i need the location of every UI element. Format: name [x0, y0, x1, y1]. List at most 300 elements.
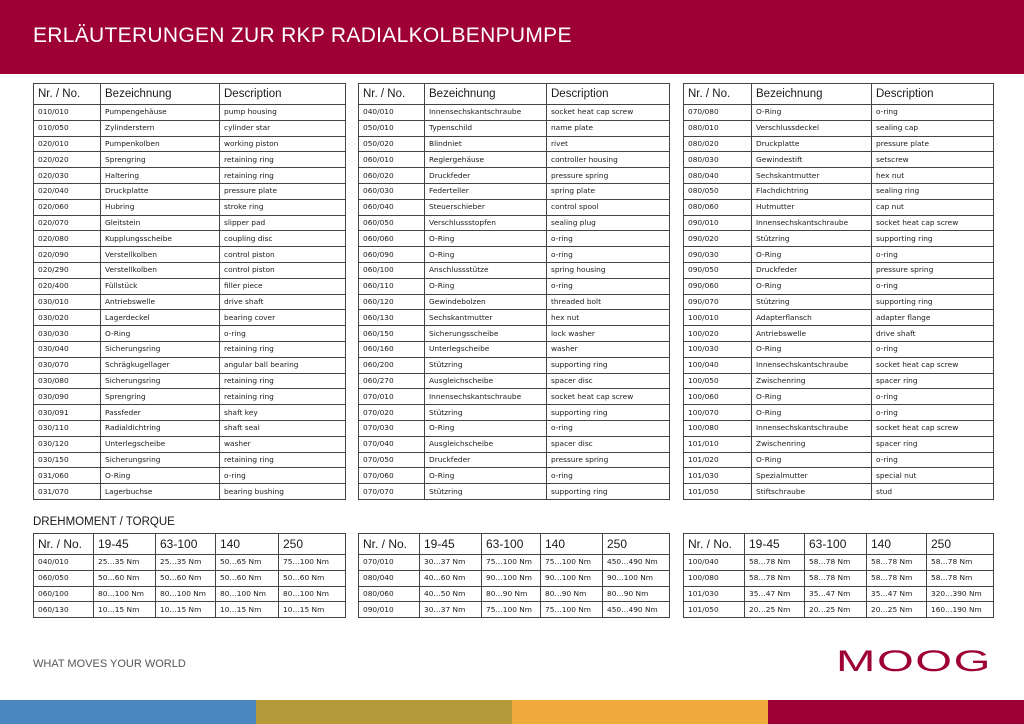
column-header: 140: [216, 534, 279, 555]
table-cell: O-Ring: [752, 405, 872, 421]
table-cell: supporting ring: [872, 294, 994, 310]
table-cell: 101/030: [684, 586, 745, 602]
table-cell: 070/040: [359, 436, 425, 452]
table-cell: 070/070: [359, 484, 425, 500]
table-cell: 40…60 Nm: [420, 570, 482, 586]
table-row: [359, 341, 670, 357]
table-cell: 101/050: [684, 602, 745, 618]
table-cell: 080/020: [684, 136, 752, 152]
table-cell: pressure spring: [872, 262, 994, 278]
table-header-row: [34, 84, 346, 105]
table-row: [34, 168, 346, 184]
table-cell: name plate: [547, 120, 670, 136]
color-bar-segment: [768, 700, 1024, 724]
table-row: [34, 341, 346, 357]
table-row: [684, 215, 994, 231]
table-cell: 020/060: [34, 199, 101, 215]
table-cell: Passfeder: [101, 405, 220, 421]
table-cell: 080/060: [359, 586, 420, 602]
moog-logo: [836, 645, 994, 675]
table-cell: sealing plug: [547, 215, 670, 231]
table-row: [684, 420, 994, 436]
table-cell: 030/150: [34, 452, 101, 468]
table-cell: 450…490 Nm: [603, 555, 670, 571]
table-cell: 75…100 Nm: [541, 602, 603, 618]
table-cell: working piston: [220, 136, 346, 152]
table-cell: pressure plate: [872, 136, 994, 152]
table-row: [34, 373, 346, 389]
table-cell: 58…78 Nm: [745, 570, 805, 586]
table-cell: 20…25 Nm: [805, 602, 867, 618]
table-cell: supporting ring: [547, 405, 670, 421]
table-cell: Antriebswelle: [101, 294, 220, 310]
column-header: 250: [279, 534, 346, 555]
table-cell: Verschlussstopfen: [425, 215, 547, 231]
table-cell: Blindniet: [425, 136, 547, 152]
table-cell: 58…78 Nm: [805, 555, 867, 571]
table-row: [34, 262, 346, 278]
table-row: [684, 389, 994, 405]
table-cell: Pumpengehäuse: [101, 105, 220, 121]
table-cell: Lagerbuchse: [101, 484, 220, 500]
column-header: Nr. / No.: [684, 534, 745, 555]
column-header: 63-100: [156, 534, 216, 555]
table-cell: O-Ring: [425, 247, 547, 263]
table-cell: control piston: [220, 247, 346, 263]
table-row: [359, 278, 670, 294]
table-cell: sealing cap: [872, 120, 994, 136]
table-cell: pump housing: [220, 105, 346, 121]
table-cell: 100/070: [684, 405, 752, 421]
table-cell: 030/070: [34, 357, 101, 373]
table-cell: 35…47 Nm: [805, 586, 867, 602]
table-cell: angular ball bearing: [220, 357, 346, 373]
column-header: Description: [872, 84, 994, 105]
table-cell: 060/050: [359, 215, 425, 231]
table-row: [359, 602, 670, 618]
table-cell: Reglergehäuse: [425, 152, 547, 168]
table-row: [34, 183, 346, 199]
torque-table-2: [358, 533, 670, 618]
table-cell: Innensechskantschraube: [425, 105, 547, 121]
table-cell: supporting ring: [547, 357, 670, 373]
table-cell: spacer ring: [872, 436, 994, 452]
table-cell: 58…78 Nm: [927, 555, 994, 571]
table-cell: 070/010: [359, 555, 420, 571]
table-cell: cylinder star: [220, 120, 346, 136]
table-cell: Unterlegscheibe: [425, 341, 547, 357]
moog-logo-text: MOOG: [836, 645, 992, 675]
table-cell: O-Ring: [101, 326, 220, 342]
table-cell: socket heat cap screw: [547, 105, 670, 121]
table-cell: 030/040: [34, 341, 101, 357]
table-cell: O-Ring: [752, 341, 872, 357]
table-cell: 070/060: [359, 468, 425, 484]
table-header-row: [34, 534, 346, 555]
table-row: [359, 586, 670, 602]
table-cell: 50…60 Nm: [94, 570, 156, 586]
table-cell: 58…78 Nm: [745, 555, 805, 571]
table-cell: Sicherungsring: [101, 341, 220, 357]
table-cell: Füllstück: [101, 278, 220, 294]
table-cell: 75…100 Nm: [541, 555, 603, 571]
table-cell: o-ring: [872, 105, 994, 121]
table-cell: 100/040: [684, 357, 752, 373]
table-cell: Steuerschieber: [425, 199, 547, 215]
table-cell: 090/070: [684, 294, 752, 310]
table-cell: hex nut: [547, 310, 670, 326]
table-cell: 100/030: [684, 341, 752, 357]
table-row: [34, 484, 346, 500]
table-row: [34, 136, 346, 152]
table-cell: O-Ring: [752, 452, 872, 468]
table-cell: 020/040: [34, 183, 101, 199]
table-cell: pressure spring: [547, 452, 670, 468]
table-cell: O-Ring: [752, 105, 872, 121]
table-row: [34, 294, 346, 310]
table-cell: 031/070: [34, 484, 101, 500]
table-cell: 320…390 Nm: [927, 586, 994, 602]
table-cell: 060/010: [359, 152, 425, 168]
table-row: [359, 199, 670, 215]
color-bar-segment: [512, 700, 768, 724]
table-row: [359, 420, 670, 436]
table-row: [359, 389, 670, 405]
table-cell: 090/050: [684, 262, 752, 278]
table-cell: socket heat cap screw: [872, 420, 994, 436]
table-row: [359, 436, 670, 452]
table-cell: Typenschild: [425, 120, 547, 136]
table-cell: Sechskantmutter: [752, 168, 872, 184]
table-cell: 080/010: [684, 120, 752, 136]
table-cell: Schrägkugellager: [101, 357, 220, 373]
table-cell: 060/090: [359, 247, 425, 263]
table-row: [34, 389, 346, 405]
table-row: [359, 231, 670, 247]
table-cell: O-Ring: [101, 468, 220, 484]
table-cell: Druckfeder: [752, 262, 872, 278]
table-cell: 25…35 Nm: [94, 555, 156, 571]
table-cell: 020/020: [34, 152, 101, 168]
table-cell: control spool: [547, 199, 670, 215]
table-cell: Ausgleichscheibe: [425, 373, 547, 389]
table-cell: 101/010: [684, 436, 752, 452]
table-cell: 58…78 Nm: [805, 570, 867, 586]
table-cell: 10…15 Nm: [156, 602, 216, 618]
table-row: [359, 484, 670, 500]
table-cell: 070/050: [359, 452, 425, 468]
table-cell: 020/080: [34, 231, 101, 247]
table-cell: 020/070: [34, 215, 101, 231]
table-cell: adapter flange: [872, 310, 994, 326]
table-cell: 020/290: [34, 262, 101, 278]
table-cell: retaining ring: [220, 452, 346, 468]
column-header: Description: [220, 84, 346, 105]
table-cell: 020/400: [34, 278, 101, 294]
table-row: [684, 183, 994, 199]
parts-table-3: [683, 83, 994, 500]
table-cell: 030/080: [34, 373, 101, 389]
column-header: 250: [603, 534, 670, 555]
table-cell: 50…65 Nm: [216, 555, 279, 571]
table-cell: o-ring: [872, 405, 994, 421]
table-cell: Spezialmutter: [752, 468, 872, 484]
table-cell: o-ring: [547, 468, 670, 484]
table-cell: spring plate: [547, 183, 670, 199]
table-cell: 101/030: [684, 468, 752, 484]
table-cell: 20…25 Nm: [867, 602, 927, 618]
table-cell: O-Ring: [425, 278, 547, 294]
table-cell: 020/030: [34, 168, 101, 184]
table-cell: Haltering: [101, 168, 220, 184]
table-cell: Radialdichtring: [101, 420, 220, 436]
table-cell: Sechskantmutter: [425, 310, 547, 326]
table-cell: 030/090: [34, 389, 101, 405]
table-cell: drive shaft: [872, 326, 994, 342]
table-cell: 90…100 Nm: [482, 570, 541, 586]
table-cell: 58…78 Nm: [867, 570, 927, 586]
table-row: [34, 231, 346, 247]
table-cell: lock washer: [547, 326, 670, 342]
column-header: 250: [927, 534, 994, 555]
table-cell: Stützring: [752, 294, 872, 310]
table-cell: 80…100 Nm: [279, 586, 346, 602]
table-row: [684, 468, 994, 484]
table-cell: Adapterflansch: [752, 310, 872, 326]
table-cell: O-Ring: [425, 468, 547, 484]
table-row: [34, 405, 346, 421]
table-cell: rivet: [547, 136, 670, 152]
table-row: [684, 326, 994, 342]
table-row: [34, 215, 346, 231]
table-cell: o-ring: [872, 341, 994, 357]
table-row: [34, 105, 346, 121]
table-cell: retaining ring: [220, 389, 346, 405]
table-cell: o-ring: [220, 468, 346, 484]
table-cell: 090/060: [684, 278, 752, 294]
table-cell: 080/040: [359, 570, 420, 586]
table-cell: filler piece: [220, 278, 346, 294]
table-cell: retaining ring: [220, 373, 346, 389]
table-cell: washer: [220, 436, 346, 452]
table-cell: 100/020: [684, 326, 752, 342]
table-row: [684, 373, 994, 389]
table-cell: 080/060: [684, 199, 752, 215]
table-cell: o-ring: [547, 247, 670, 263]
table-cell: drive shaft: [220, 294, 346, 310]
table-cell: Sicherungsring: [101, 373, 220, 389]
table-header-row: [684, 534, 994, 555]
table-cell: 10…15 Nm: [216, 602, 279, 618]
table-cell: shaft seal: [220, 420, 346, 436]
table-cell: supporting ring: [547, 484, 670, 500]
table-cell: 060/270: [359, 373, 425, 389]
table-cell: 060/130: [359, 310, 425, 326]
table-row: [684, 602, 994, 618]
table-cell: 060/200: [359, 357, 425, 373]
table-cell: 101/020: [684, 452, 752, 468]
table-cell: 060/110: [359, 278, 425, 294]
table-cell: 40…50 Nm: [420, 586, 482, 602]
table-cell: 50…60 Nm: [279, 570, 346, 586]
table-cell: 060/150: [359, 326, 425, 342]
table-cell: 070/020: [359, 405, 425, 421]
table-cell: control piston: [220, 262, 346, 278]
table-header-row: [359, 534, 670, 555]
table-cell: 160…190 Nm: [927, 602, 994, 618]
table-row: [684, 341, 994, 357]
table-cell: Stiftschraube: [752, 484, 872, 500]
table-cell: 80…90 Nm: [482, 586, 541, 602]
header-banner: [0, 0, 1024, 74]
table-cell: 090/010: [359, 602, 420, 618]
table-cell: Pumpenkolben: [101, 136, 220, 152]
table-cell: Sprengring: [101, 152, 220, 168]
table-cell: 50…60 Nm: [156, 570, 216, 586]
table-cell: 030/091: [34, 405, 101, 421]
table-row: [359, 247, 670, 263]
parts-table-1: [33, 83, 346, 500]
table-row: [34, 199, 346, 215]
table-cell: 100/040: [684, 555, 745, 571]
torque-table-3: [683, 533, 994, 618]
column-header: 19-45: [94, 534, 156, 555]
table-row: [34, 326, 346, 342]
table-cell: spacer ring: [872, 373, 994, 389]
table-row: [684, 570, 994, 586]
table-cell: Lagerdeckel: [101, 310, 220, 326]
table-cell: 090/020: [684, 231, 752, 247]
column-header: 63-100: [805, 534, 867, 555]
table-row: [684, 231, 994, 247]
table-row: [359, 310, 670, 326]
table-cell: cap nut: [872, 199, 994, 215]
column-header: 19-45: [745, 534, 805, 555]
table-cell: o-ring: [547, 420, 670, 436]
table-cell: socket heat cap screw: [872, 357, 994, 373]
table-row: [684, 152, 994, 168]
table-cell: 060/020: [359, 168, 425, 184]
table-cell: 060/130: [34, 602, 94, 618]
torque-heading: DREHMOMENT / TORQUE: [33, 516, 175, 528]
column-header: Nr. / No.: [684, 84, 752, 105]
table-cell: Druckplatte: [752, 136, 872, 152]
table-cell: Antriebswelle: [752, 326, 872, 342]
table-cell: O-Ring: [425, 231, 547, 247]
table-cell: bearing bushing: [220, 484, 346, 500]
table-cell: Zylinderstern: [101, 120, 220, 136]
table-cell: 80…90 Nm: [603, 586, 670, 602]
table-cell: Stützring: [425, 484, 547, 500]
table-cell: controller housing: [547, 152, 670, 168]
footer-tagline: WHAT MOVES YOUR WORLD: [33, 658, 186, 670]
column-header: Nr. / No.: [34, 84, 101, 105]
table-cell: 30…37 Nm: [420, 602, 482, 618]
table-cell: o-ring: [220, 326, 346, 342]
table-row: [34, 602, 346, 618]
table-cell: 010/050: [34, 120, 101, 136]
table-row: [684, 555, 994, 571]
table-header-row: [359, 84, 670, 105]
table-row: [34, 152, 346, 168]
parts-table-2: [358, 83, 670, 500]
table-cell: Verschlussdeckel: [752, 120, 872, 136]
table-cell: Gewindestift: [752, 152, 872, 168]
table-row: [359, 326, 670, 342]
table-cell: Stützring: [425, 405, 547, 421]
table-cell: coupling disc: [220, 231, 346, 247]
table-cell: 10…15 Nm: [94, 602, 156, 618]
table-row: [34, 420, 346, 436]
table-cell: o-ring: [872, 452, 994, 468]
table-cell: Gewindebolzen: [425, 294, 547, 310]
table-row: [684, 247, 994, 263]
table-cell: 10…15 Nm: [279, 602, 346, 618]
table-cell: special nut: [872, 468, 994, 484]
table-cell: Sicherungsring: [101, 452, 220, 468]
column-header: Nr. / No.: [359, 84, 425, 105]
table-cell: Anschlussstütze: [425, 262, 547, 278]
table-cell: 58…78 Nm: [927, 570, 994, 586]
table-cell: 30…37 Nm: [420, 555, 482, 571]
table-cell: stroke ring: [220, 199, 346, 215]
table-header-row: [684, 84, 994, 105]
table-row: [684, 105, 994, 121]
table-row: [34, 310, 346, 326]
table-cell: Druckplatte: [101, 183, 220, 199]
table-cell: Innensechskantschraube: [425, 389, 547, 405]
table-cell: 25…35 Nm: [156, 555, 216, 571]
table-row: [359, 168, 670, 184]
table-cell: Innensechskantschraube: [752, 357, 872, 373]
table-cell: Stützring: [752, 231, 872, 247]
table-cell: 060/100: [34, 586, 94, 602]
table-row: [359, 468, 670, 484]
table-cell: Druckfeder: [425, 452, 547, 468]
page-title: ERLÄUTERUNGEN ZUR RKP RADIALKOLBENPUMPE: [33, 24, 572, 47]
table-row: [684, 452, 994, 468]
table-row: [359, 183, 670, 199]
table-cell: 75…100 Nm: [482, 555, 541, 571]
table-cell: Hutmutter: [752, 199, 872, 215]
table-row: [684, 484, 994, 500]
table-cell: 070/010: [359, 389, 425, 405]
table-cell: 070/080: [684, 105, 752, 121]
table-row: [684, 120, 994, 136]
table-row: [359, 357, 670, 373]
table-cell: 060/100: [359, 262, 425, 278]
table-row: [359, 570, 670, 586]
table-cell: slipper pad: [220, 215, 346, 231]
table-cell: retaining ring: [220, 152, 346, 168]
table-row: [684, 586, 994, 602]
table-cell: Verstellkolben: [101, 247, 220, 263]
table-cell: 80…100 Nm: [156, 586, 216, 602]
table-cell: 80…100 Nm: [216, 586, 279, 602]
column-header: 140: [541, 534, 603, 555]
column-header: Description: [547, 84, 670, 105]
table-cell: 90…100 Nm: [603, 570, 670, 586]
table-cell: 030/120: [34, 436, 101, 452]
table-cell: 450…490 Nm: [603, 602, 670, 618]
table-cell: 80…90 Nm: [541, 586, 603, 602]
table-cell: o-ring: [547, 231, 670, 247]
table-cell: 040/010: [34, 555, 94, 571]
torque-table-1: [33, 533, 346, 618]
table-cell: Sprengring: [101, 389, 220, 405]
table-cell: sealing ring: [872, 183, 994, 199]
table-cell: Flachdichtring: [752, 183, 872, 199]
